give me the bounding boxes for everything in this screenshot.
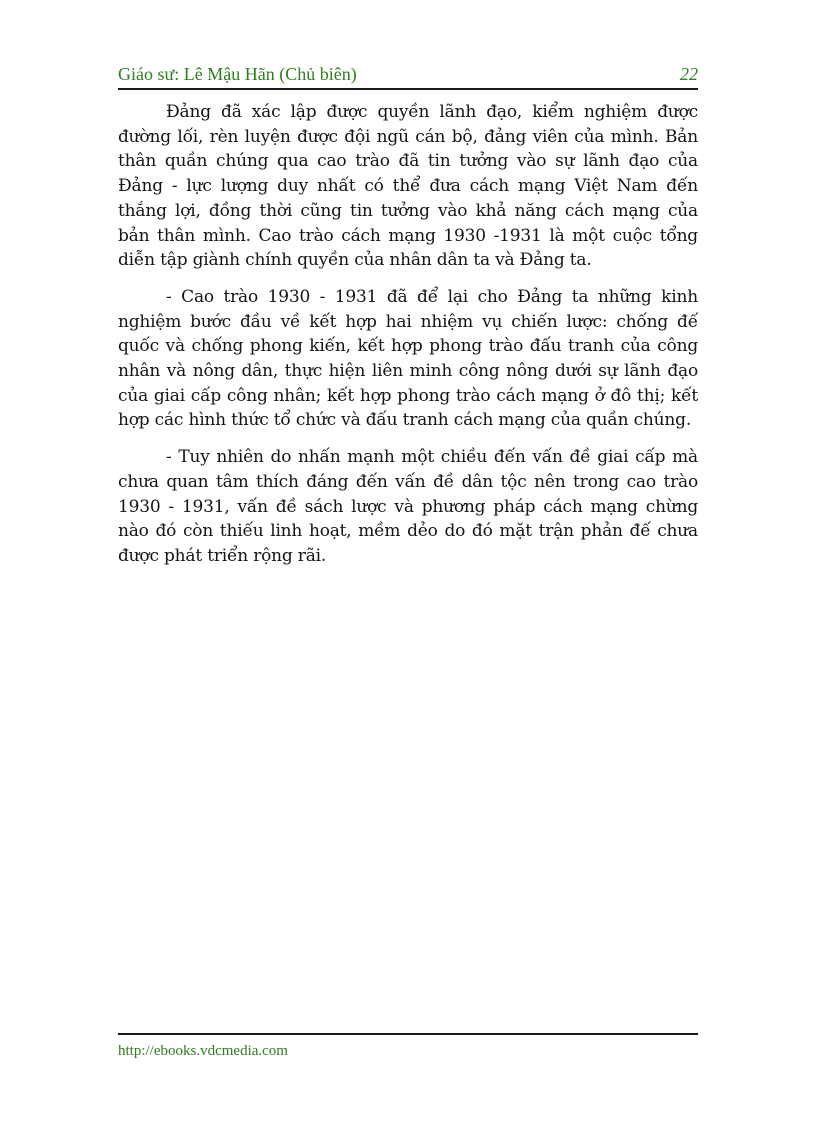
paragraph-1: Đảng đã xác lập được quyền lãnh đạo, kiểm nghiệm được đường lối, rèn luyện được đội ngũ cán bộ, đảng viên của mình. Bản thân quần chúng qua cao trào đã tin tưởng vào sự lãnh đạo của Đảng - lực lượng duy nhất có thể đưa cách mạng Việt Nam đến thắng lợi, đồng thời cũng tin tưởng vào khả năng cách mạng của bản thân mình. Cao trào cách mạng 1930 -1931 là một cuộc tổng diễn tập giành chính quyền của nhân dân ta và Đảng ta. — [118, 102, 698, 271]
footer-url-link[interactable]: http://ebooks.vdcmedia.com — [118, 1043, 288, 1059]
header-title: Giáo sư: Lê Mậu Hãn (Chủ biên) — [118, 64, 357, 84]
page-number: 22 — [680, 64, 698, 84]
page-body — [118, 100, 698, 581]
page-footer — [118, 1033, 698, 1059]
page-header — [118, 62, 698, 90]
paragraph-2: - Cao trào 1930 - 1931 đã để lại cho Đảng ta những kinh nghiệm bước đầu về kết hợp hai nhiệm vụ chiến lược: chống đế quốc và chống phong kiến, kết hợp phong trào đấu tranh của công nhân và nông dân, thực hiện liên minh công nông dưới sự lãnh đạo của giai cấp công nhân; kết hợp phong trào cách mạng ở đô thị; kết hợp các hình thức tổ chức và đấu tranh cách mạng của quần chúng. — [118, 286, 698, 431]
paragraph-3: - Tuy nhiên do nhấn mạnh một chiều đến vấn đề giai cấp mà chưa quan tâm thích đáng đến vấn đề dân tộc nên trong cao trào 1930 - 1931, vấn đề sách lược và phương pháp cách mạng chừng nào đó còn thiếu linh hoạt, mềm dẻo do đó mặt trận phản đế chưa được phát triển rộng rãi. — [118, 447, 698, 566]
